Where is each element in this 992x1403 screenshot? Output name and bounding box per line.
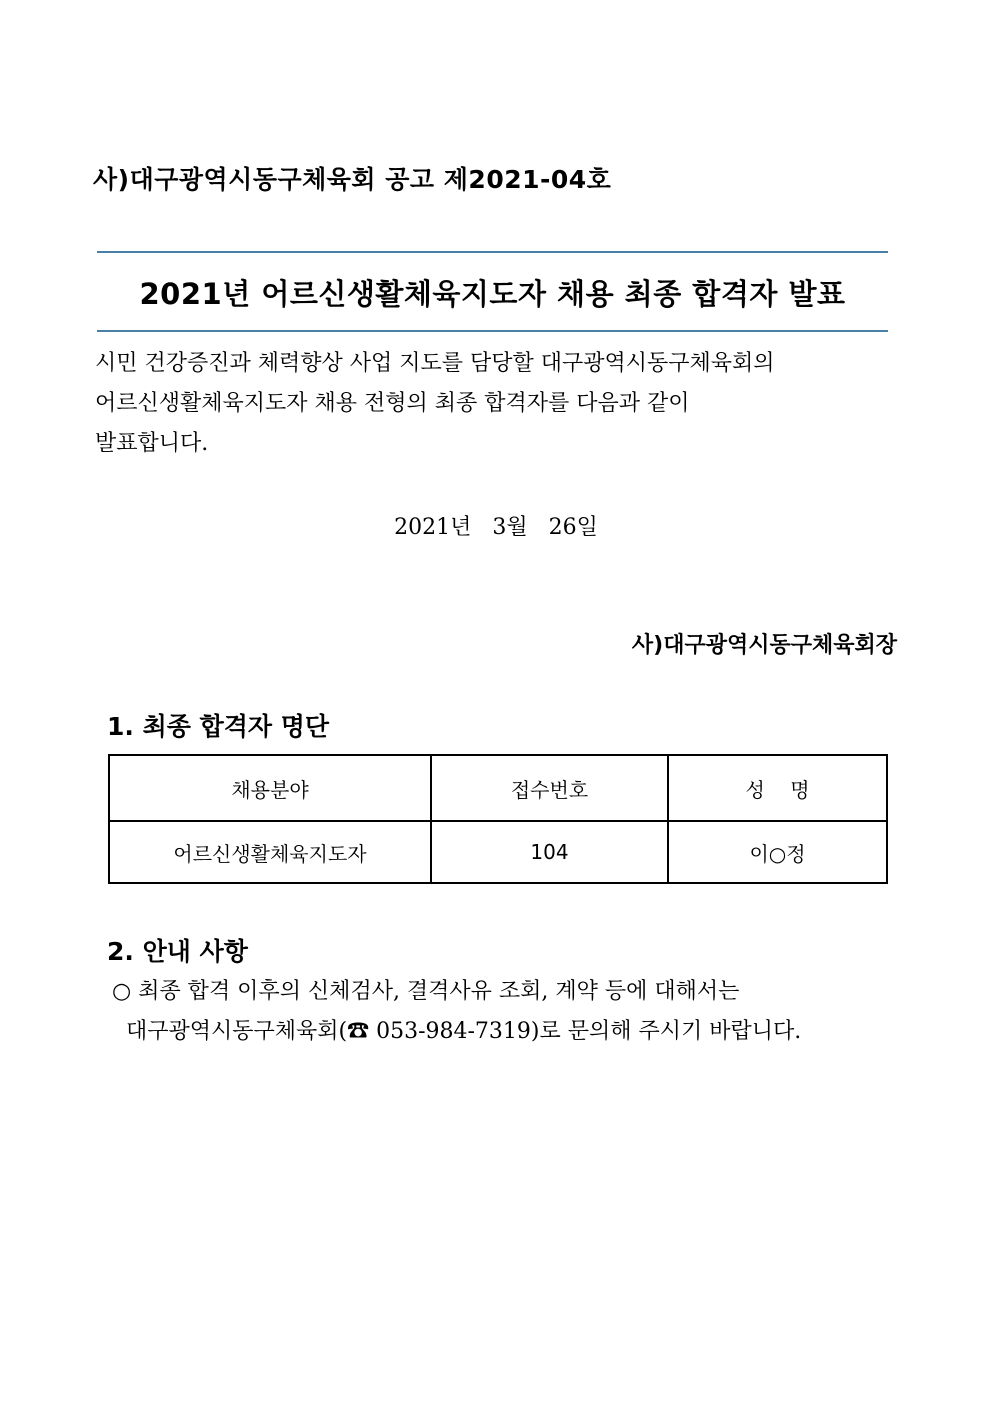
cell-receipt-number: 104 bbox=[431, 821, 668, 883]
title-bottom-rule bbox=[97, 330, 888, 332]
title-top-rule bbox=[97, 251, 888, 253]
cell-field: 어르신생활체육지도자 bbox=[109, 821, 431, 883]
intro-paragraph bbox=[95, 344, 775, 464]
notice-number: 사)대구광역시동구체육회 공고 제2021-04호 bbox=[93, 165, 612, 194]
results-table bbox=[108, 754, 888, 884]
intro-line: 어르신생활체육지도자 채용 전형의 최종 합격자를 다음과 같이 bbox=[95, 391, 690, 416]
table-header-row bbox=[109, 755, 887, 821]
notice-line: 대구광역시동구체육회(☎ 053-984-7319)로 문의해 주시기 바랍니다. bbox=[112, 1019, 802, 1044]
intro-line: 시민 건강증진과 체력향상 사업 지도를 담당할 대구광역시동구체육회의 bbox=[95, 351, 775, 376]
column-header-field: 채용분야 bbox=[109, 755, 431, 821]
announcement-date: 2021년 3월 26일 bbox=[394, 515, 598, 540]
section-heading-results: 1. 최종 합격자 명단 bbox=[107, 712, 330, 741]
section-heading-notice: 2. 안내 사항 bbox=[107, 937, 248, 966]
issuer-signature: 사)대구광역시동구체육회장 bbox=[631, 633, 897, 658]
notice-paragraph bbox=[112, 972, 801, 1052]
page-title: 2021년 어르신생활체육지도자 채용 최종 합격자 발표 bbox=[139, 277, 846, 311]
table-row bbox=[109, 821, 887, 883]
notice-line: ○ 최종 합격 이후의 신체검사, 결격사유 조회, 계약 등에 대해서는 bbox=[112, 979, 740, 1004]
cell-name: 이○정 bbox=[668, 821, 887, 883]
column-header-name: 성 명 bbox=[668, 755, 887, 821]
intro-line: 발표합니다. bbox=[95, 431, 209, 456]
column-header-receipt-number: 접수번호 bbox=[431, 755, 668, 821]
